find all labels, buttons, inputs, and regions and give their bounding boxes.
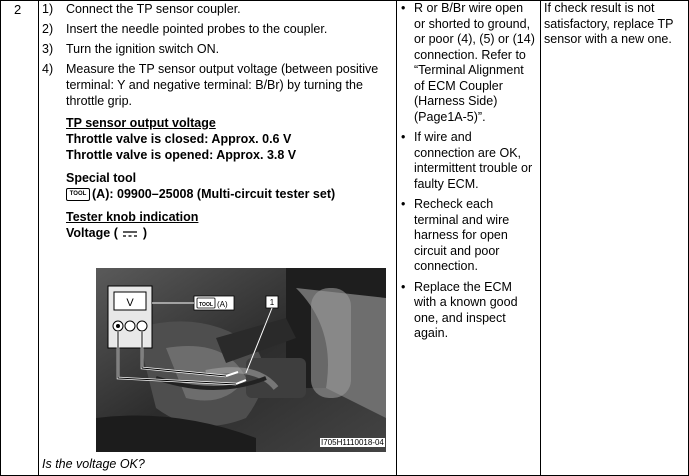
row-number: 2	[14, 2, 22, 17]
cause-text: (Harness Side)	[414, 94, 498, 108]
dc-voltage-icon	[121, 229, 139, 239]
tester-knob-text: Voltage (	[66, 226, 118, 240]
cause-text: intermittent trouble or	[414, 161, 533, 175]
cause-text: again.	[414, 326, 449, 340]
cause-text: connection. Refer to	[414, 47, 526, 62]
tp-sensor-photo	[96, 268, 386, 452]
cause-text: Replace the ECM	[414, 279, 512, 294]
cause-text: R or B/Br wire open	[414, 1, 524, 15]
bullet-icon: •	[401, 1, 406, 15]
tool-icon: TOOL	[66, 188, 90, 201]
tester-knob-title: Tester knob indication	[66, 210, 199, 224]
cause-text: If wire and	[414, 130, 472, 144]
special-tool-section	[66, 170, 394, 202]
step-number: 1)	[42, 2, 54, 16]
figure-callout-1: 1	[269, 298, 275, 307]
step-number: 2)	[42, 22, 54, 36]
opened-voltage: Throttle valve is opened: Approx. 3.8 V	[66, 148, 297, 162]
remedy-text: satisfactory, replace TP	[544, 16, 674, 31]
step-list	[42, 1, 394, 109]
step-item	[42, 21, 394, 37]
bullet-icon: •	[401, 197, 406, 211]
meter-label: V	[126, 297, 134, 309]
step-text: Connect the TP sensor coupler.	[66, 2, 241, 16]
cause-text: with a known good	[414, 295, 518, 309]
cause-text: or shorted to ground,	[414, 16, 531, 31]
cause-text: (Page1A-5)”.	[414, 109, 486, 124]
cause-item	[400, 130, 542, 192]
figure-tool-badge: TOOL	[199, 302, 213, 308]
check-question: Is the voltage OK?	[42, 457, 145, 471]
bullet-icon: •	[401, 279, 406, 294]
cause-item	[400, 197, 542, 275]
cause-text: one, and inspect	[414, 310, 506, 325]
column-divider	[38, 0, 39, 476]
step-item	[42, 41, 394, 57]
cause-text: or poor (4), (5) or (14)	[414, 32, 535, 46]
cause-column	[400, 1, 542, 347]
remedy-text: If check result is not	[544, 1, 655, 15]
bullet-icon: •	[401, 130, 406, 144]
cause-text: terminal and wire	[414, 212, 510, 227]
output-voltage-title: TP sensor output voltage	[66, 116, 216, 130]
step-text: Insert the needle pointed probes to the coupler.	[66, 22, 328, 36]
cause-text: connection are OK,	[414, 145, 522, 160]
engine-illustration	[96, 268, 386, 452]
cause-text: faulty ECM.	[414, 176, 479, 191]
step-text: terminal: Y and negative terminal: B/Br) by turning the	[66, 78, 363, 92]
cause-text: circuit and poor	[414, 243, 500, 258]
remedy-text: sensor with a new one.	[544, 32, 672, 46]
cause-text: harness for open	[414, 228, 508, 242]
remedy-column	[544, 1, 686, 48]
tester-knob-value	[66, 225, 394, 241]
output-voltage-section	[66, 115, 394, 163]
figure-tool-ref: (A)	[217, 300, 228, 309]
special-tool-row	[66, 186, 394, 202]
table-border-left	[0, 0, 1, 476]
column-divider	[396, 0, 397, 476]
step-text: Turn the ignition switch ON.	[66, 42, 220, 56]
cause-text: Recheck each	[414, 197, 494, 211]
closed-voltage: Throttle valve is closed: Approx. 0.6 V	[66, 132, 292, 146]
cause-item	[400, 280, 542, 342]
step-number: 4)	[42, 62, 54, 76]
procedure-column	[42, 1, 394, 241]
tester-knob-close: )	[142, 226, 147, 240]
cause-item	[400, 1, 542, 125]
cause-text: “Terminal Alignment	[414, 63, 524, 77]
cause-text: connection.	[414, 259, 478, 273]
step-number: 3)	[42, 42, 54, 56]
tester-knob-section	[66, 209, 394, 241]
step-item	[42, 1, 394, 17]
step-text: Measure the TP sensor output voltage (between positive	[66, 62, 379, 76]
step-text: throttle grip.	[66, 94, 133, 108]
figure-id: I705H1110018-04	[321, 438, 384, 447]
special-tool-title: Special tool	[66, 171, 137, 185]
cause-text: of ECM Coupler	[414, 78, 503, 93]
step-item	[42, 61, 394, 109]
special-tool-text: (A): 09900–25008 (Multi-circuit tester set)	[92, 187, 336, 201]
